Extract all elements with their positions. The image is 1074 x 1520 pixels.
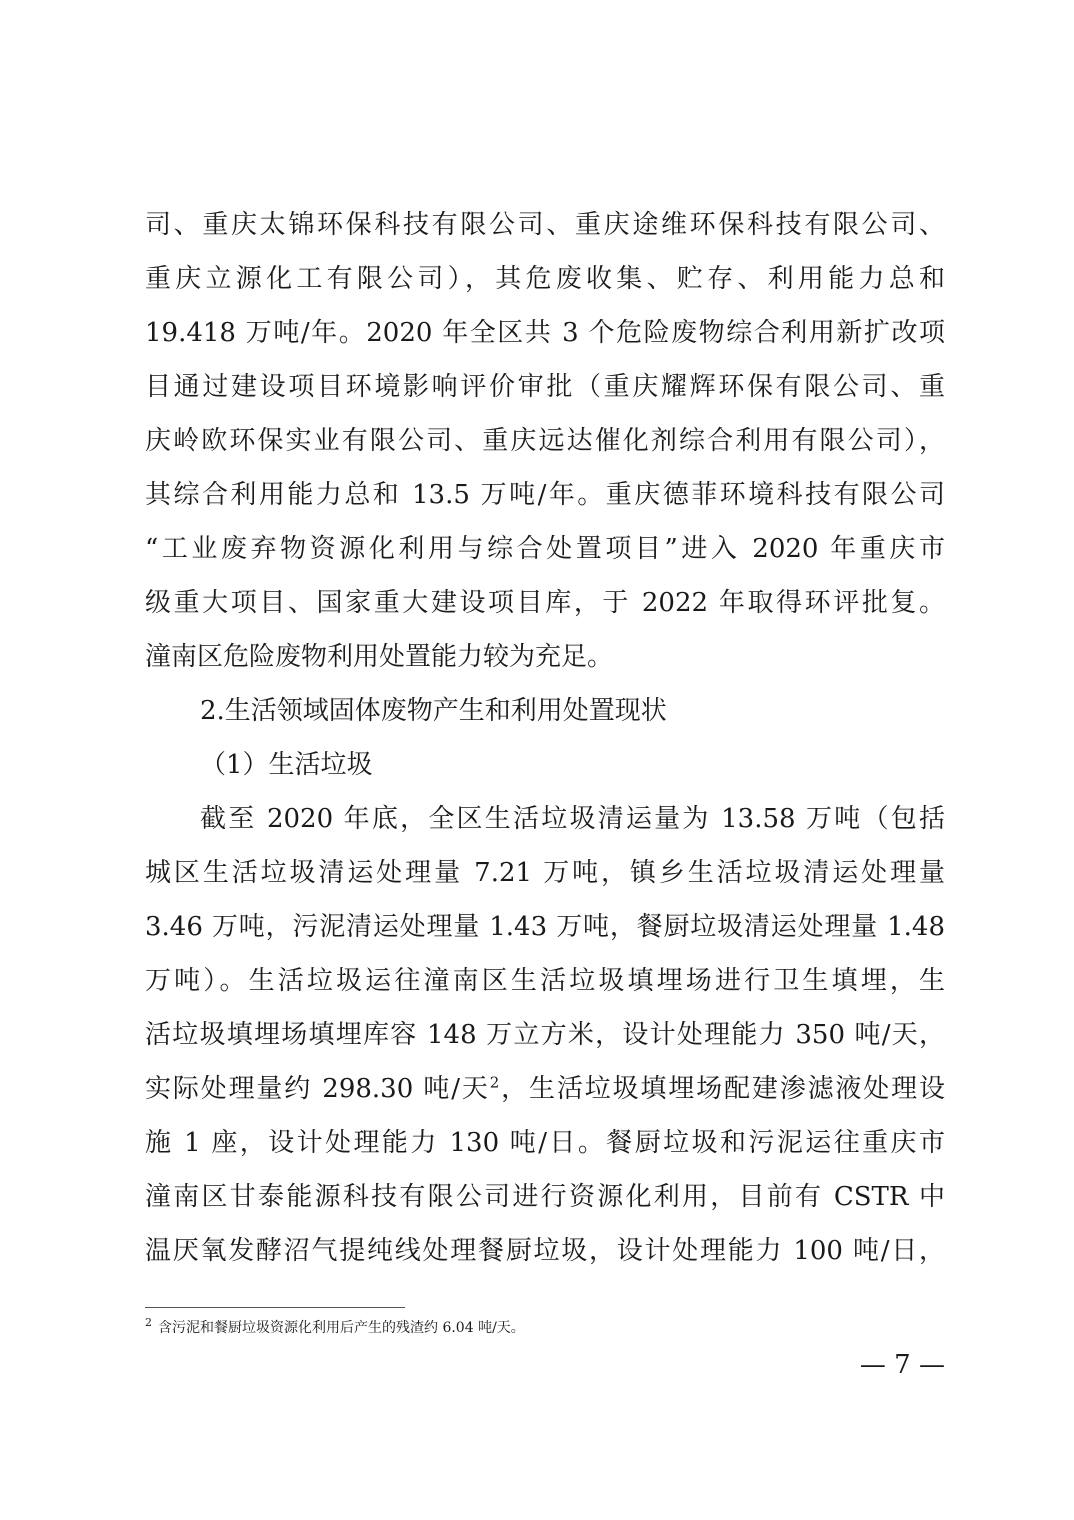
body-text-line: 截至 2020 年底，全区生活垃圾清运量为 13.58 万吨（包括 [200,804,945,834]
body-text-segment: 实际处理量约 298.30 吨/天 [145,1074,490,1104]
body-text-line: “工业废弃物资源化利用与综合处置项目”进入 2020 年重庆市 [145,534,945,564]
body-text-line [145,1072,945,1106]
body-text-line: 温厌氧发酵沼气提纯线处理餐厨垃圾，设计处理能力 100 吨/日， [145,1236,945,1266]
section-heading: 2.生活领域固体废物产生和利用处置现状 [200,696,667,726]
body-text-line: 其综合利用能力总和 13.5 万吨/年。重庆德菲环境科技有限公司 [145,480,945,510]
page-number: — 7 — [859,1350,945,1380]
body-text-line: 庆岭欧环保实业有限公司、重庆远达催化剂综合利用有限公司）， [145,426,945,456]
body-text-line: 潼南区甘泰能源科技有限公司进行资源化利用，目前有 CSTR 中 [145,1182,945,1212]
subsection-heading: （1）生活垃圾 [200,750,373,780]
body-text-line: 重庆立源化工有限公司），其危废收集、贮存、利用能力总和 [145,264,945,294]
body-text-line: 3.46 万吨，污泥清运处理量 1.43 万吨，餐厨垃圾清运处理量 1.48 [145,912,945,942]
body-text-line: 施 1 座，设计处理能力 130 吨/日。餐厨垃圾和污泥运往重庆市 [145,1128,945,1158]
body-text-line: 城区生活垃圾清运处理量 7.21 万吨，镇乡生活垃圾清运处理量 [145,858,945,888]
body-text-line: 万吨）。生活垃圾运往潼南区生活垃圾填埋场进行卫生填埋，生 [145,966,945,996]
footnote-text: 含污泥和餐厨垃圾资源化利用后产生的残渣约 6.04 吨/天。 [158,1320,525,1336]
body-text-line: 目通过建设项目环境影响评价审批（重庆耀辉环保有限公司、重 [145,372,945,402]
footnote-mark: 2 [145,1316,152,1330]
body-text-line: 级重大项目、国家重大建设项目库，于 2022 年取得环评批复。 [145,588,945,618]
body-text-segment: ，生活垃圾填埋场配建渗滤液处理设 [499,1074,945,1104]
body-text-line: 活垃圾填埋场填埋库容 148 万立方米，设计处理能力 350 吨/天， [145,1020,945,1050]
body-text-line: 司、重庆太锦环保科技有限公司、重庆途维环保科技有限公司、 [145,210,945,240]
body-text-line: 19.418 万吨/年。2020 年全区共 3 个危险废物综合利用新扩改项 [145,318,945,348]
body-text-line: 潼南区危险废物利用处置能力较为充足。 [145,642,614,672]
footnote [145,1318,525,1338]
footnote-separator [145,1307,405,1308]
footnote-reference[interactable]: 2 [489,1073,500,1092]
